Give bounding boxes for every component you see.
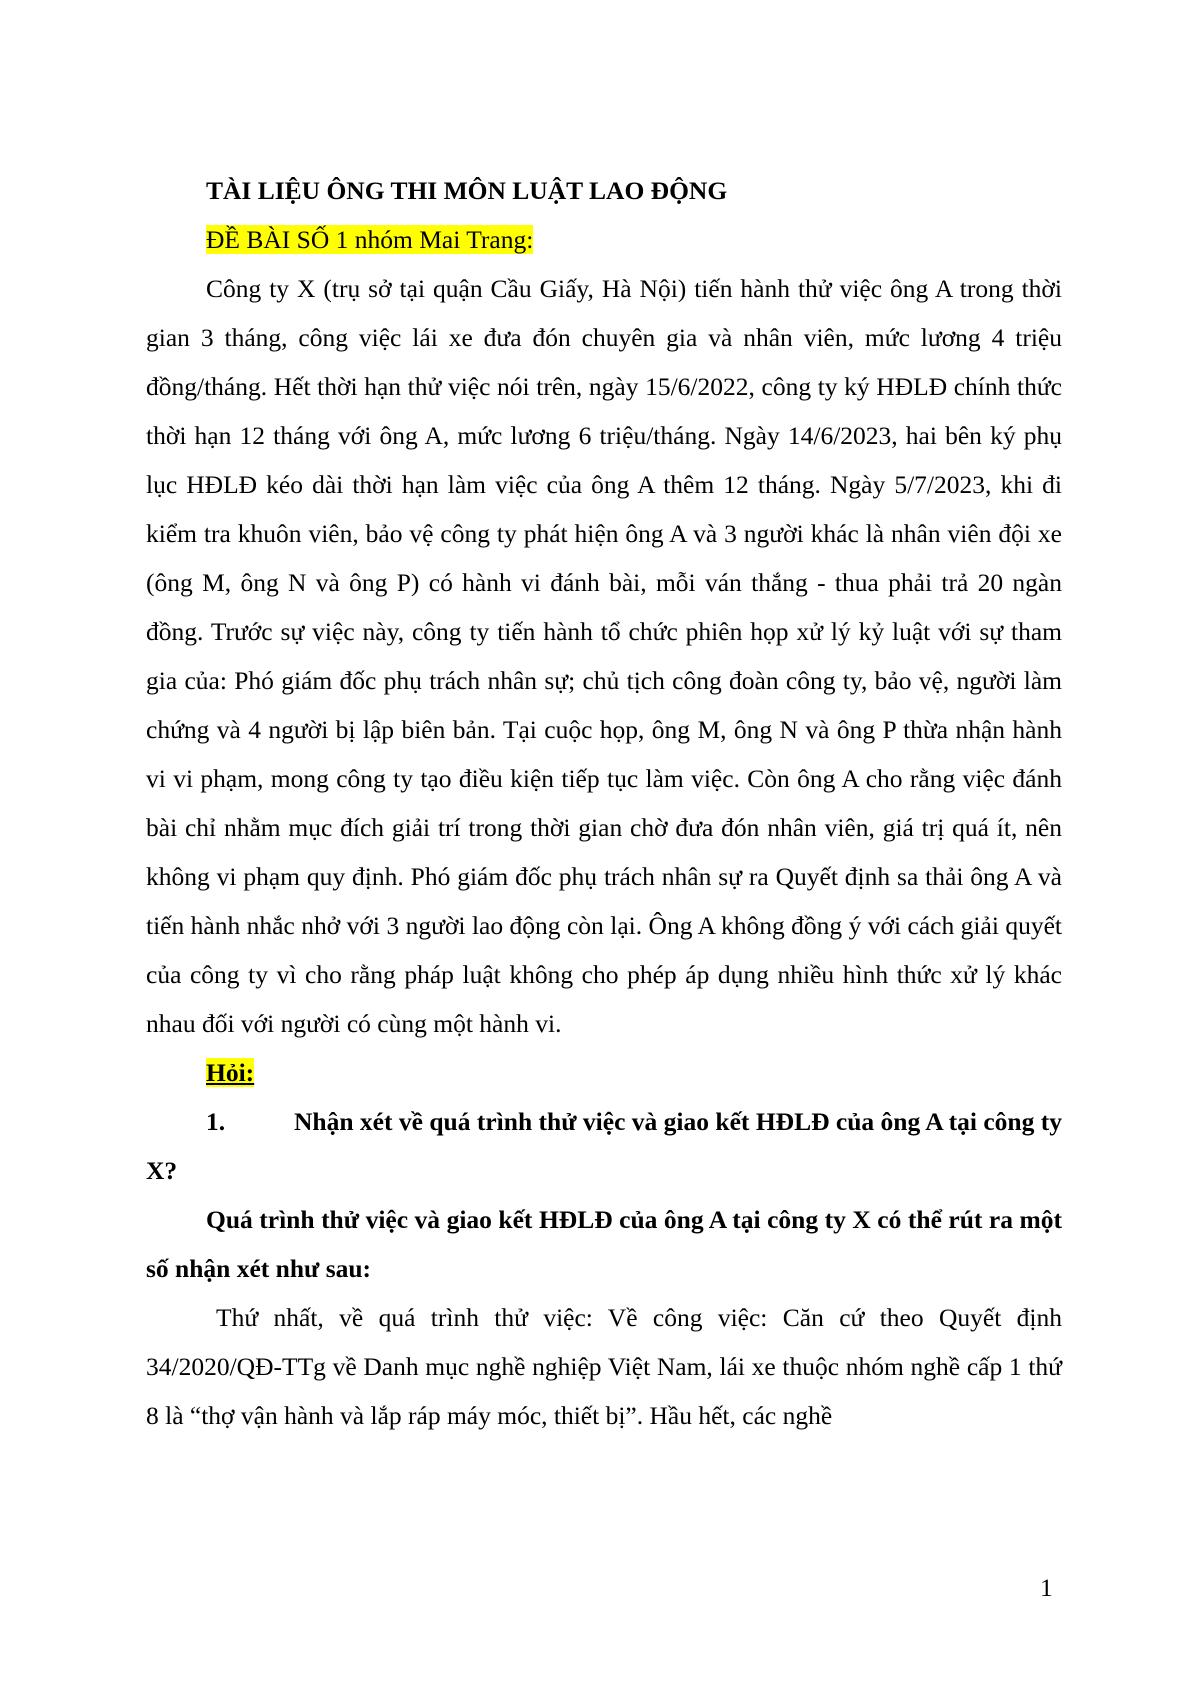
highlighted-problem-heading: ĐỀ BÀI SỐ 1 nhóm Mai Trang:	[206, 225, 534, 254]
answer-heading: Quá trình thử việc và giao kết HĐLĐ của ông A tại công ty X có thể rút ra một số nhận xét như sau:	[146, 1205, 1062, 1283]
question-number: 1.	[206, 1107, 226, 1136]
page-number: 1	[1040, 1573, 1053, 1602]
problem-heading	[206, 215, 1062, 264]
document-page	[146, 166, 1062, 1440]
answer-paragraph: Thứ nhất, về quá trình thử việc: Về công việc: Căn cứ theo Quyết định 34/2020/QĐ-TTg về Danh mục nghề nghiệp Việt Nam, lái xe thuộc nhóm nghề cấp 1 thứ 8 là “thợ vận hành và lắp ráp máy móc, thiết bị”. Hầu hết, các nghề	[146, 1303, 1062, 1430]
highlighted-question-label: Hỏi:	[206, 1058, 255, 1087]
document-title: TÀI LIỆU ÔNG THI MÔN LUẬT LAO ĐỘNG	[206, 176, 728, 205]
question-text: Nhận xét về quá trình thử việc và giao kết HĐLĐ của ông A tại công ty X?	[146, 1107, 1062, 1185]
question-1	[146, 1097, 1062, 1195]
problem-paragraph: Công ty X (trụ sở tại quận Cầu Giấy, Hà Nội) tiến hành thử việc ông A trong thời gian 3 tháng, công việc lái xe đưa đón chuyên gia và nhân viên, mức lương 4 triệu đồng/tháng. Hết thời hạn thử việc nói trên, ngày 15/6/2022, công ty ký HĐLĐ chính thức thời hạn 12 tháng với ông A, mức lương 6 triệu/tháng. Ngày 14/6/2023, hai bên ký phụ lục HĐLĐ kéo dài thời hạn làm việc của ông A thêm 12 tháng. Ngày 5/7/2023, khi đi kiểm tra khuôn viên, bảo vệ công ty phát hiện ông A và 3 người khác là nhân viên đội xe (ông M, ông N và ông P) có hành vi đánh bài, mỗi ván thắng - thua phải trả 20 ngàn đồng. Trước sự việc này, công ty tiến hành tổ chức phiên họp xử lý kỷ luật với sự tham gia của: Phó giám đốc phụ trách nhân sự; chủ tịch công đoàn công ty, bảo vệ, người làm chứng và 4 người bị lập biên bản. Tại cuộc họp, ông M, ông N và ông P thừa nhận hành vi vi phạm, mong công ty tạo điều kiện tiếp tục làm việc. Còn ông A cho rằng việc đánh bài chỉ nhằm mục đích giải trí trong thời gian chờ đưa đón nhân viên, giá trị quá ít, nên không vi phạm quy định. Phó giám đốc phụ trách nhân sự ra Quyết định sa thải ông A và tiến hành nhắc nhở với 3 người lao động còn lại. Ông A không đồng ý với cách giải quyết của công ty vì cho rằng pháp luật không cho phép áp dụng nhiều hình thức xử lý khác nhau đối với người có cùng một hành vi.	[146, 274, 1062, 1038]
question-label	[206, 1048, 1062, 1097]
